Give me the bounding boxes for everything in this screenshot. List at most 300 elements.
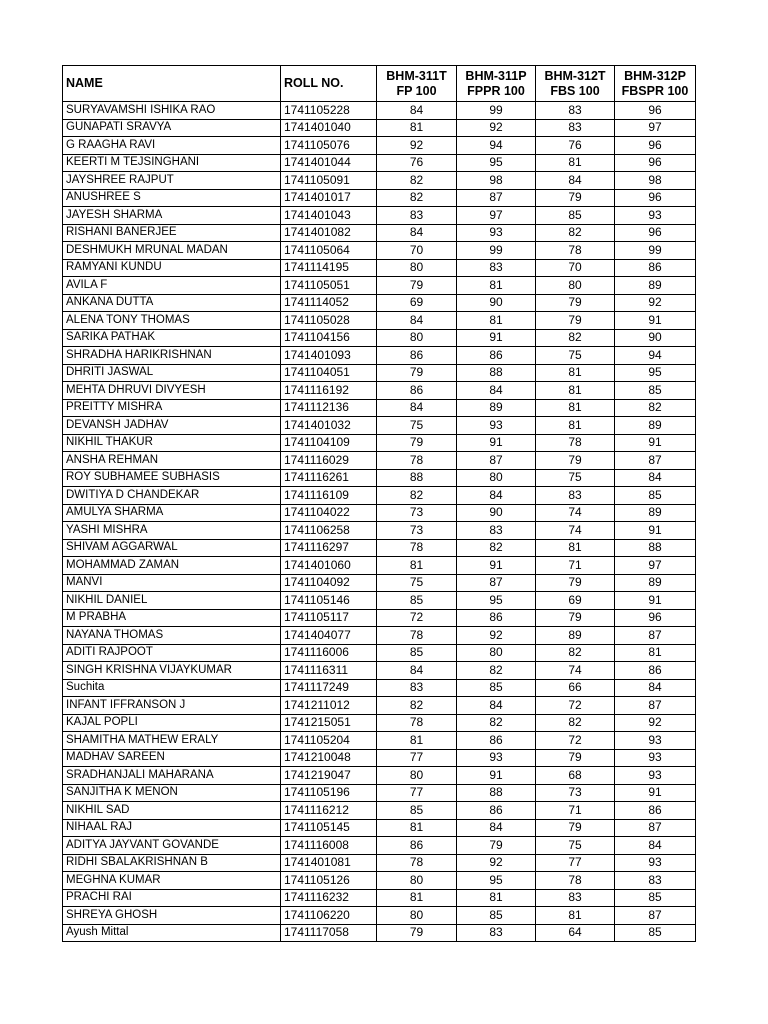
mark-cell-bhm-311t: 81 xyxy=(377,732,457,750)
mark-cell-bhm-312p: 92 xyxy=(615,714,696,732)
mark-cell-bhm-311t: 79 xyxy=(377,364,457,382)
roll-number-cell: 1741105126 xyxy=(281,872,377,890)
mark-cell-bhm-312t: 82 xyxy=(536,714,615,732)
mark-cell-bhm-312p: 83 xyxy=(615,872,696,890)
results-table xyxy=(62,65,696,942)
mark-cell-bhm-312p: 96 xyxy=(615,154,696,172)
mark-cell-bhm-312p: 90 xyxy=(615,329,696,347)
mark-cell-bhm-312p: 91 xyxy=(615,592,696,610)
student-name-cell: NIKHIL THAKUR xyxy=(63,434,281,452)
mark-cell-bhm-312t: 72 xyxy=(536,732,615,750)
roll-number-cell: 1741116008 xyxy=(281,837,377,855)
mark-cell-bhm-311p: 86 xyxy=(457,609,536,627)
mark-cell-bhm-311p: 95 xyxy=(457,592,536,610)
student-name-cell: INFANT IFFRANSON J xyxy=(63,697,281,715)
mark-cell-bhm-311p: 93 xyxy=(457,417,536,435)
table-row xyxy=(63,189,696,207)
roll-number-cell: 1741116029 xyxy=(281,452,377,470)
student-name-cell: Suchita xyxy=(63,679,281,697)
roll-number-cell: 1741404077 xyxy=(281,627,377,645)
roll-number-cell: 1741105117 xyxy=(281,609,377,627)
mark-cell-bhm-311p: 92 xyxy=(457,627,536,645)
mark-cell-bhm-312t: 81 xyxy=(536,399,615,417)
mark-cell-bhm-311p: 88 xyxy=(457,784,536,802)
table-row xyxy=(63,469,696,487)
mark-cell-bhm-312p: 86 xyxy=(615,662,696,680)
table-row xyxy=(63,487,696,505)
table-row xyxy=(63,154,696,172)
mark-cell-bhm-311p: 93 xyxy=(457,749,536,767)
table-row xyxy=(63,802,696,820)
roll-number-cell: 1741401081 xyxy=(281,854,377,872)
mark-cell-bhm-312p: 96 xyxy=(615,609,696,627)
student-name-cell: YASHI MISHRA xyxy=(63,522,281,540)
mark-cell-bhm-311t: 80 xyxy=(377,907,457,925)
mark-cell-bhm-312t: 74 xyxy=(536,504,615,522)
mark-cell-bhm-312t: 89 xyxy=(536,627,615,645)
mark-cell-bhm-311t: 86 xyxy=(377,837,457,855)
table-row xyxy=(63,434,696,452)
student-name-cell: JAYSHREE RAJPUT xyxy=(63,172,281,190)
mark-cell-bhm-312p: 93 xyxy=(615,732,696,750)
mark-cell-bhm-311p: 94 xyxy=(457,137,536,155)
mark-cell-bhm-312t: 73 xyxy=(536,784,615,802)
table-row xyxy=(63,399,696,417)
mark-cell-bhm-311p: 81 xyxy=(457,277,536,295)
mark-cell-bhm-312t: 79 xyxy=(536,452,615,470)
roll-number-cell: 1741401032 xyxy=(281,417,377,435)
mark-cell-bhm-312t: 82 xyxy=(536,224,615,242)
mark-cell-bhm-311t: 78 xyxy=(377,714,457,732)
mark-cell-bhm-311p: 87 xyxy=(457,189,536,207)
mark-cell-bhm-312p: 88 xyxy=(615,539,696,557)
student-name-cell: G RAAGHA RAVI xyxy=(63,137,281,155)
roll-number-cell: 1741112136 xyxy=(281,399,377,417)
student-name-cell: MANVI xyxy=(63,574,281,592)
mark-cell-bhm-312p: 85 xyxy=(615,889,696,907)
student-name-cell: PRACHI RAI xyxy=(63,889,281,907)
mark-cell-bhm-311t: 78 xyxy=(377,539,457,557)
student-name-cell: ALENA TONY THOMAS xyxy=(63,312,281,330)
mark-cell-bhm-311p: 84 xyxy=(457,382,536,400)
mark-cell-bhm-312p: 87 xyxy=(615,907,696,925)
mark-cell-bhm-312p: 87 xyxy=(615,819,696,837)
mark-cell-bhm-311t: 85 xyxy=(377,802,457,820)
header-subject-max: FBSPR 100 xyxy=(621,83,689,98)
table-row xyxy=(63,242,696,260)
header-roll-no: ROLL NO. xyxy=(281,66,377,102)
mark-cell-bhm-312p: 84 xyxy=(615,837,696,855)
student-name-cell: DWITIYA D CHANDEKAR xyxy=(63,487,281,505)
student-name-cell: DHRITI JASWAL xyxy=(63,364,281,382)
mark-cell-bhm-312p: 85 xyxy=(615,382,696,400)
student-name-cell: SHAMITHA MATHEW ERALY xyxy=(63,732,281,750)
student-name-cell: Ayush Mittal xyxy=(63,924,281,942)
student-name-cell: MADHAV SAREEN xyxy=(63,749,281,767)
mark-cell-bhm-311p: 91 xyxy=(457,557,536,575)
table-row xyxy=(63,224,696,242)
table-row xyxy=(63,119,696,137)
student-name-cell: RISHANI BANERJEE xyxy=(63,224,281,242)
table-row xyxy=(63,312,696,330)
header-subject-code: BHM-312P xyxy=(624,68,686,83)
mark-cell-bhm-311p: 90 xyxy=(457,504,536,522)
student-name-cell: KAJAL POPLI xyxy=(63,714,281,732)
mark-cell-bhm-312p: 96 xyxy=(615,224,696,242)
roll-number-cell: 1741401060 xyxy=(281,557,377,575)
table-row xyxy=(63,872,696,890)
mark-cell-bhm-312t: 79 xyxy=(536,749,615,767)
mark-cell-bhm-312p: 89 xyxy=(615,277,696,295)
mark-cell-bhm-312t: 75 xyxy=(536,347,615,365)
mark-cell-bhm-312t: 81 xyxy=(536,907,615,925)
student-name-cell: MEHTA DHRUVI DIVYESH xyxy=(63,382,281,400)
mark-cell-bhm-311t: 77 xyxy=(377,749,457,767)
mark-cell-bhm-311p: 91 xyxy=(457,434,536,452)
mark-cell-bhm-312t: 83 xyxy=(536,487,615,505)
student-name-cell: DEVANSH JADHAV xyxy=(63,417,281,435)
mark-cell-bhm-311t: 84 xyxy=(377,312,457,330)
mark-cell-bhm-311t: 80 xyxy=(377,259,457,277)
student-name-cell: SINGH KRISHNA VIJAYKUMAR xyxy=(63,662,281,680)
mark-cell-bhm-311p: 92 xyxy=(457,854,536,872)
mark-cell-bhm-312p: 82 xyxy=(615,399,696,417)
mark-cell-bhm-311p: 86 xyxy=(457,347,536,365)
mark-cell-bhm-312t: 68 xyxy=(536,767,615,785)
mark-cell-bhm-312p: 86 xyxy=(615,802,696,820)
mark-cell-bhm-312p: 87 xyxy=(615,452,696,470)
mark-cell-bhm-312t: 81 xyxy=(536,539,615,557)
mark-cell-bhm-312p: 97 xyxy=(615,557,696,575)
mark-cell-bhm-312t: 81 xyxy=(536,364,615,382)
table-row xyxy=(63,609,696,627)
mark-cell-bhm-311t: 92 xyxy=(377,137,457,155)
mark-cell-bhm-311t: 83 xyxy=(377,207,457,225)
mark-cell-bhm-311t: 83 xyxy=(377,679,457,697)
roll-number-cell: 1741219047 xyxy=(281,767,377,785)
roll-number-cell: 1741104156 xyxy=(281,329,377,347)
mark-cell-bhm-312p: 87 xyxy=(615,627,696,645)
student-name-cell: NIHAAL RAJ xyxy=(63,819,281,837)
student-name-cell: SHIVAM AGGARWAL xyxy=(63,539,281,557)
header-subject-code: BHM-311P xyxy=(465,68,527,83)
roll-number-cell: 1741401043 xyxy=(281,207,377,225)
mark-cell-bhm-312t: 83 xyxy=(536,889,615,907)
mark-cell-bhm-311p: 81 xyxy=(457,312,536,330)
mark-cell-bhm-312p: 87 xyxy=(615,697,696,715)
roll-number-cell: 1741211012 xyxy=(281,697,377,715)
header-bhm-311p xyxy=(457,66,536,102)
mark-cell-bhm-312p: 91 xyxy=(615,434,696,452)
table-row xyxy=(63,574,696,592)
mark-cell-bhm-311p: 84 xyxy=(457,487,536,505)
mark-cell-bhm-311p: 79 xyxy=(457,837,536,855)
mark-cell-bhm-312t: 75 xyxy=(536,469,615,487)
mark-cell-bhm-311t: 79 xyxy=(377,277,457,295)
student-name-cell: MEGHNA KUMAR xyxy=(63,872,281,890)
roll-number-cell: 1741105204 xyxy=(281,732,377,750)
mark-cell-bhm-311p: 90 xyxy=(457,294,536,312)
roll-number-cell: 1741401017 xyxy=(281,189,377,207)
roll-number-cell: 1741116192 xyxy=(281,382,377,400)
mark-cell-bhm-311t: 70 xyxy=(377,242,457,260)
mark-cell-bhm-311p: 93 xyxy=(457,224,536,242)
mark-cell-bhm-312t: 70 xyxy=(536,259,615,277)
mark-cell-bhm-312t: 79 xyxy=(536,819,615,837)
mark-cell-bhm-312t: 78 xyxy=(536,872,615,890)
table-row xyxy=(63,329,696,347)
header-subject-code: BHM-312T xyxy=(544,68,606,83)
student-name-cell: M PRABHA xyxy=(63,609,281,627)
roll-number-cell: 1741105028 xyxy=(281,312,377,330)
mark-cell-bhm-311t: 82 xyxy=(377,172,457,190)
mark-cell-bhm-311t: 78 xyxy=(377,627,457,645)
student-name-cell: ANKANA DUTTA xyxy=(63,294,281,312)
header-subject-max: FP 100 xyxy=(396,83,437,98)
table-row xyxy=(63,749,696,767)
mark-cell-bhm-312t: 75 xyxy=(536,837,615,855)
table-row xyxy=(63,277,696,295)
mark-cell-bhm-312p: 89 xyxy=(615,574,696,592)
table-row xyxy=(63,644,696,662)
student-name-cell: ANSHA REHMAN xyxy=(63,452,281,470)
mark-cell-bhm-312t: 66 xyxy=(536,679,615,697)
header-bhm-311t xyxy=(377,66,457,102)
mark-cell-bhm-312t: 80 xyxy=(536,277,615,295)
student-name-cell: JAYESH SHARMA xyxy=(63,207,281,225)
roll-number-cell: 1741401040 xyxy=(281,119,377,137)
student-name-cell: ADITI RAJPOOT xyxy=(63,644,281,662)
mark-cell-bhm-311p: 95 xyxy=(457,154,536,172)
mark-cell-bhm-312t: 76 xyxy=(536,137,615,155)
mark-cell-bhm-312p: 81 xyxy=(615,644,696,662)
student-name-cell: DESHMUKH MRUNAL MADAN xyxy=(63,242,281,260)
roll-number-cell: 1741116212 xyxy=(281,802,377,820)
student-name-cell: PREITTY MISHRA xyxy=(63,399,281,417)
student-name-cell: RAMYANI KUNDU xyxy=(63,259,281,277)
table-row xyxy=(63,557,696,575)
mark-cell-bhm-312t: 79 xyxy=(536,312,615,330)
roll-number-cell: 1741105051 xyxy=(281,277,377,295)
roll-number-cell: 1741105146 xyxy=(281,592,377,610)
mark-cell-bhm-311p: 84 xyxy=(457,819,536,837)
header-bhm-312p xyxy=(615,66,696,102)
mark-cell-bhm-311t: 82 xyxy=(377,487,457,505)
mark-cell-bhm-311t: 78 xyxy=(377,854,457,872)
mark-cell-bhm-312t: 79 xyxy=(536,574,615,592)
roll-number-cell: 1741401093 xyxy=(281,347,377,365)
table-row xyxy=(63,382,696,400)
mark-cell-bhm-312p: 94 xyxy=(615,347,696,365)
mark-cell-bhm-311t: 75 xyxy=(377,417,457,435)
table-row xyxy=(63,539,696,557)
table-row xyxy=(63,259,696,277)
mark-cell-bhm-311t: 88 xyxy=(377,469,457,487)
student-name-cell: SARIKA PATHAK xyxy=(63,329,281,347)
mark-cell-bhm-311p: 92 xyxy=(457,119,536,137)
mark-cell-bhm-311p: 80 xyxy=(457,469,536,487)
table-row xyxy=(63,889,696,907)
mark-cell-bhm-312t: 71 xyxy=(536,557,615,575)
roll-number-cell: 1741116006 xyxy=(281,644,377,662)
mark-cell-bhm-312t: 79 xyxy=(536,189,615,207)
mark-cell-bhm-312p: 92 xyxy=(615,294,696,312)
roll-number-cell: 1741104022 xyxy=(281,504,377,522)
student-name-cell: SANJITHA K MENON xyxy=(63,784,281,802)
table-row xyxy=(63,504,696,522)
mark-cell-bhm-312p: 99 xyxy=(615,242,696,260)
mark-cell-bhm-312p: 91 xyxy=(615,784,696,802)
mark-cell-bhm-312t: 83 xyxy=(536,102,615,120)
student-name-cell: AVILA F xyxy=(63,277,281,295)
mark-cell-bhm-312p: 84 xyxy=(615,469,696,487)
mark-cell-bhm-312p: 97 xyxy=(615,119,696,137)
roll-number-cell: 1741114052 xyxy=(281,294,377,312)
mark-cell-bhm-312t: 72 xyxy=(536,697,615,715)
student-name-cell: SHREYA GHOSH xyxy=(63,907,281,925)
table-row xyxy=(63,907,696,925)
mark-cell-bhm-311p: 83 xyxy=(457,259,536,277)
table-row xyxy=(63,732,696,750)
mark-cell-bhm-311t: 73 xyxy=(377,522,457,540)
mark-cell-bhm-311t: 84 xyxy=(377,399,457,417)
mark-cell-bhm-311t: 84 xyxy=(377,224,457,242)
table-row xyxy=(63,767,696,785)
mark-cell-bhm-312t: 81 xyxy=(536,154,615,172)
mark-cell-bhm-311t: 82 xyxy=(377,697,457,715)
mark-cell-bhm-312t: 79 xyxy=(536,294,615,312)
roll-number-cell: 1741401082 xyxy=(281,224,377,242)
mark-cell-bhm-312p: 89 xyxy=(615,417,696,435)
mark-cell-bhm-311t: 76 xyxy=(377,154,457,172)
mark-cell-bhm-312p: 96 xyxy=(615,189,696,207)
header-name: NAME xyxy=(63,66,281,102)
roll-number-cell: 1741105145 xyxy=(281,819,377,837)
table-row xyxy=(63,522,696,540)
header-subject-code: BHM-311T xyxy=(386,68,447,83)
student-name-cell: RIDHI SBALAKRISHNAN B xyxy=(63,854,281,872)
table-row xyxy=(63,452,696,470)
mark-cell-bhm-312t: 74 xyxy=(536,522,615,540)
student-name-cell: KEERTI M TEJSINGHANI xyxy=(63,154,281,172)
roll-number-cell: 1741114195 xyxy=(281,259,377,277)
mark-cell-bhm-311p: 83 xyxy=(457,522,536,540)
mark-cell-bhm-311t: 81 xyxy=(377,889,457,907)
header-row xyxy=(63,66,696,102)
mark-cell-bhm-311t: 77 xyxy=(377,784,457,802)
table-row xyxy=(63,627,696,645)
table-row xyxy=(63,837,696,855)
mark-cell-bhm-311t: 84 xyxy=(377,102,457,120)
student-name-cell: NAYANA THOMAS xyxy=(63,627,281,645)
roll-number-cell: 1741210048 xyxy=(281,749,377,767)
table-row xyxy=(63,364,696,382)
mark-cell-bhm-312p: 96 xyxy=(615,137,696,155)
mark-cell-bhm-311p: 86 xyxy=(457,802,536,820)
mark-cell-bhm-312p: 85 xyxy=(615,924,696,942)
mark-cell-bhm-311t: 85 xyxy=(377,592,457,610)
mark-cell-bhm-312t: 84 xyxy=(536,172,615,190)
mark-cell-bhm-312t: 82 xyxy=(536,644,615,662)
mark-cell-bhm-311p: 84 xyxy=(457,697,536,715)
roll-number-cell: 1741104109 xyxy=(281,434,377,452)
mark-cell-bhm-312p: 91 xyxy=(615,312,696,330)
roll-number-cell: 1741116232 xyxy=(281,889,377,907)
roll-number-cell: 1741105091 xyxy=(281,172,377,190)
mark-cell-bhm-311p: 82 xyxy=(457,714,536,732)
roll-number-cell: 1741105228 xyxy=(281,102,377,120)
student-name-cell: ANUSHREE S xyxy=(63,189,281,207)
mark-cell-bhm-311p: 80 xyxy=(457,644,536,662)
roll-number-cell: 1741105196 xyxy=(281,784,377,802)
mark-cell-bhm-312p: 96 xyxy=(615,102,696,120)
mark-cell-bhm-311t: 69 xyxy=(377,294,457,312)
table-row xyxy=(63,784,696,802)
mark-cell-bhm-312t: 79 xyxy=(536,609,615,627)
mark-cell-bhm-311p: 87 xyxy=(457,574,536,592)
mark-cell-bhm-311p: 86 xyxy=(457,732,536,750)
mark-cell-bhm-311t: 84 xyxy=(377,662,457,680)
roll-number-cell: 1741117249 xyxy=(281,679,377,697)
student-name-cell: MOHAMMAD ZAMAN xyxy=(63,557,281,575)
results-table-body xyxy=(63,102,696,942)
student-name-cell: SRADHANJALI MAHARANA xyxy=(63,767,281,785)
table-row xyxy=(63,294,696,312)
mark-cell-bhm-312t: 85 xyxy=(536,207,615,225)
mark-cell-bhm-311t: 86 xyxy=(377,382,457,400)
table-row xyxy=(63,854,696,872)
student-name-cell: SURYAVAMSHI ISHIKA RAO xyxy=(63,102,281,120)
mark-cell-bhm-311p: 98 xyxy=(457,172,536,190)
mark-cell-bhm-311t: 73 xyxy=(377,504,457,522)
mark-cell-bhm-312p: 93 xyxy=(615,207,696,225)
mark-cell-bhm-312p: 93 xyxy=(615,767,696,785)
roll-number-cell: 1741106220 xyxy=(281,907,377,925)
mark-cell-bhm-311p: 97 xyxy=(457,207,536,225)
mark-cell-bhm-312t: 71 xyxy=(536,802,615,820)
mark-cell-bhm-311p: 82 xyxy=(457,539,536,557)
student-name-cell: ROY SUBHAMEE SUBHASIS xyxy=(63,469,281,487)
roll-number-cell: 1741116297 xyxy=(281,539,377,557)
mark-cell-bhm-311t: 79 xyxy=(377,924,457,942)
mark-cell-bhm-311t: 85 xyxy=(377,644,457,662)
mark-cell-bhm-312p: 93 xyxy=(615,854,696,872)
mark-cell-bhm-312t: 64 xyxy=(536,924,615,942)
roll-number-cell: 1741106258 xyxy=(281,522,377,540)
table-row xyxy=(63,679,696,697)
mark-cell-bhm-312t: 83 xyxy=(536,119,615,137)
mark-cell-bhm-311t: 75 xyxy=(377,574,457,592)
table-row xyxy=(63,417,696,435)
mark-cell-bhm-311t: 80 xyxy=(377,329,457,347)
header-subject-max: FBS 100 xyxy=(550,83,600,98)
mark-cell-bhm-312p: 85 xyxy=(615,487,696,505)
mark-cell-bhm-312p: 84 xyxy=(615,679,696,697)
roll-number-cell: 1741104051 xyxy=(281,364,377,382)
roll-number-cell: 1741215051 xyxy=(281,714,377,732)
mark-cell-bhm-312t: 78 xyxy=(536,434,615,452)
mark-cell-bhm-312p: 93 xyxy=(615,749,696,767)
mark-cell-bhm-311p: 99 xyxy=(457,242,536,260)
mark-cell-bhm-312t: 81 xyxy=(536,417,615,435)
roll-number-cell: 1741105064 xyxy=(281,242,377,260)
header-subject-max: FPPR 100 xyxy=(467,83,525,98)
mark-cell-bhm-312t: 82 xyxy=(536,329,615,347)
table-row xyxy=(63,819,696,837)
roll-number-cell: 1741116109 xyxy=(281,487,377,505)
table-row xyxy=(63,137,696,155)
mark-cell-bhm-312p: 98 xyxy=(615,172,696,190)
